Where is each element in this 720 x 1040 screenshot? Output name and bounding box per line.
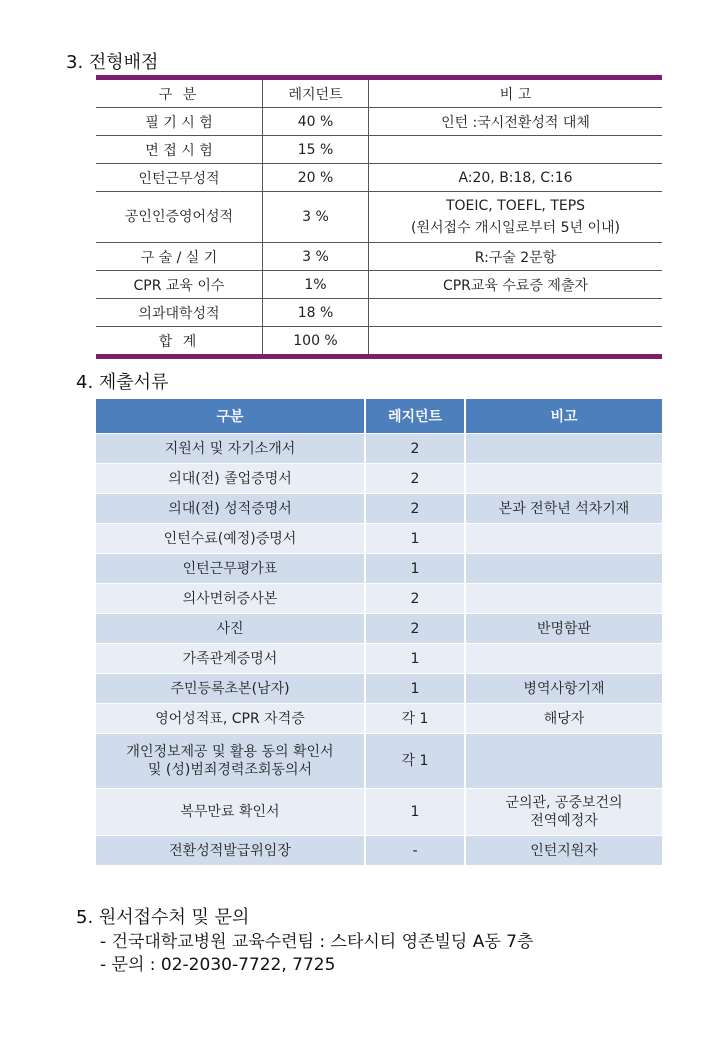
row-resident: 2 [366, 614, 466, 643]
row-item: 사진 [96, 614, 366, 643]
row-resident: 1 [366, 644, 466, 673]
table-total-row [96, 327, 662, 357]
row-resident: 1 [366, 789, 466, 835]
table-header-row [96, 399, 662, 433]
row-item: 가족관계증명서 [96, 644, 366, 673]
row-note: 반명함판 [466, 614, 662, 643]
table-row [96, 464, 662, 493]
table-row [96, 524, 662, 553]
table-row [96, 614, 662, 643]
row-item: 구 술 / 실 기 [96, 243, 263, 271]
row-note [466, 554, 662, 583]
row-note: CPR교육 수료증 제출자 [369, 271, 663, 299]
row-resident: 1 [366, 674, 466, 703]
row-note: 본과 전학년 석차기재 [466, 494, 662, 523]
row-item: 공인인증영어성적 [96, 192, 263, 243]
table-row [96, 192, 662, 243]
row-item: 합 계 [158, 333, 200, 350]
header-resident: 레지던트 [366, 399, 466, 433]
row-resident: 3 % [263, 243, 369, 271]
row-item: 복무만료 확인서 [96, 789, 366, 835]
row-note [466, 524, 662, 553]
row-resident: 2 [366, 584, 466, 613]
row-note [466, 644, 662, 673]
row-note: R:구술 2문항 [369, 243, 663, 271]
header-resident: 레지던트 [263, 78, 369, 108]
table-row [96, 108, 662, 136]
row-item-line1: 개인정보제공 및 활용 동의 확인서 [126, 744, 334, 760]
row-note [466, 584, 662, 613]
table-row [96, 434, 662, 463]
header-category: 구분 [96, 399, 366, 433]
row-resident: 18 % [263, 299, 369, 327]
row-resident: 2 [366, 494, 466, 523]
row-resident: 각 1 [366, 734, 466, 788]
contact-phone: - 문의 : 02-2030-7722, 7725 [100, 955, 336, 975]
row-note [466, 464, 662, 493]
table-row [96, 704, 662, 733]
table-row [96, 554, 662, 583]
row-note [369, 136, 663, 164]
table-row [96, 789, 662, 835]
row-item: 인턴수료(예정)증명서 [96, 524, 366, 553]
table-row [96, 644, 662, 673]
table-row [96, 243, 662, 271]
table-header-row [96, 78, 662, 108]
row-note: 해당자 [466, 704, 662, 733]
row-resident: 각 1 [366, 704, 466, 733]
row-item: 지원서 및 자기소개서 [96, 434, 366, 463]
row-item: 필 기 시 험 [96, 108, 263, 136]
table-row [96, 584, 662, 613]
row-note [466, 734, 662, 788]
row-item: 의대(전) 졸업증명서 [96, 464, 366, 493]
section-3-title: 3. 전형배점 [66, 52, 159, 73]
table-row [96, 136, 662, 164]
row-resident: 1 [366, 524, 466, 553]
row-item: 면 접 시 험 [96, 136, 263, 164]
row-note-line1: 군의관, 공중보건의 [505, 795, 623, 811]
section-4-title: 4. 제출서류 [76, 372, 169, 393]
row-item: 의과대학성적 [96, 299, 263, 327]
score-allocation-table [96, 75, 662, 359]
row-resident: 1 [366, 554, 466, 583]
table-row [96, 836, 662, 865]
table-row [96, 164, 662, 192]
row-item: 인턴근무성적 [96, 164, 263, 192]
row-item-line2: 및 (성)범죄경력조회동의서 [147, 762, 313, 778]
row-item: 인턴근무평가표 [96, 554, 366, 583]
row-item: 전환성적발급위임장 [96, 836, 366, 865]
row-note: 인턴지원자 [466, 836, 662, 865]
row-item: 의사면허증사본 [96, 584, 366, 613]
table-row [96, 271, 662, 299]
row-note: 인턴 :국시전환성적 대체 [369, 108, 663, 136]
header-category: 구 분 [96, 78, 263, 108]
table-row [96, 299, 662, 327]
contact-address: - 건국대학교병원 교육수련팀 : 스타시티 영존빌딩 A동 7층 [100, 932, 534, 952]
section-5-title: 5. 원서접수처 및 문의 [76, 907, 250, 928]
row-note: A:20, B:18, C:16 [369, 164, 663, 192]
row-resident: 2 [366, 464, 466, 493]
row-note [369, 192, 663, 243]
row-resident: 100 % [263, 327, 369, 357]
row-resident: 40 % [263, 108, 369, 136]
row-item: 영어성적표, CPR 자격증 [96, 704, 366, 733]
row-item: 주민등록초본(남자) [96, 674, 366, 703]
row-item: CPR 교육 이수 [96, 271, 263, 299]
row-note [466, 789, 662, 835]
header-note: 비 고 [369, 78, 663, 108]
row-note [369, 327, 663, 357]
row-note-line2: 전역예정자 [530, 813, 598, 829]
row-resident: 1% [263, 271, 369, 299]
row-note [466, 434, 662, 463]
row-resident: 15 % [263, 136, 369, 164]
table-row [96, 494, 662, 523]
row-resident: 2 [366, 434, 466, 463]
row-resident: - [366, 836, 466, 865]
table-row [96, 734, 662, 788]
required-documents-table [96, 398, 662, 866]
row-resident: 3 % [263, 192, 369, 243]
row-item: 의대(전) 성적증명서 [96, 494, 366, 523]
table-row [96, 674, 662, 703]
row-note-line2: (원서접수 개시일로부터 5년 이내) [411, 220, 620, 236]
row-item [96, 734, 366, 788]
row-note [369, 299, 663, 327]
row-note: 병역사항기재 [466, 674, 662, 703]
row-resident: 20 % [263, 164, 369, 192]
row-note-line1: TOEIC, TOEFL, TEPS [445, 198, 586, 214]
header-note: 비고 [466, 399, 662, 433]
